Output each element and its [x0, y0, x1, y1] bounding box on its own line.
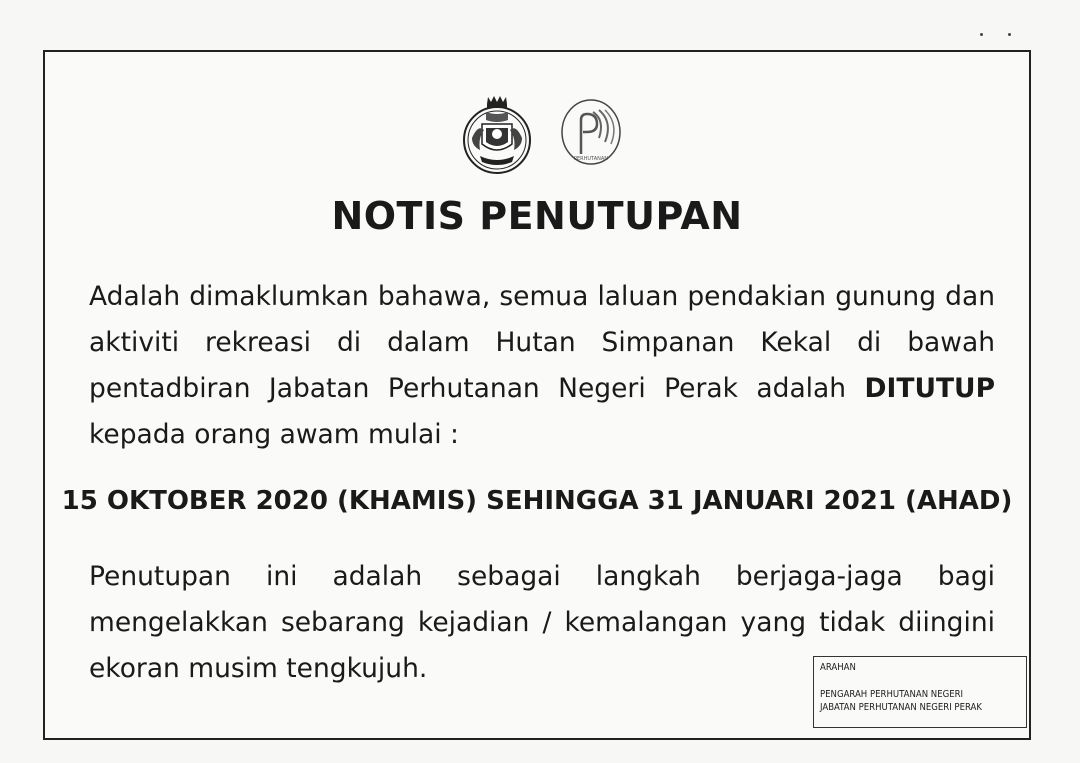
notice-title: NOTIS PENUTUPAN — [331, 194, 743, 238]
signature-line-2: JABATAN PERHUTANAN NEGERI PERAK — [820, 702, 982, 713]
paragraph-1-line-3-text: pentadbiran Jabatan Perhutanan Negeri Perak adalah — [89, 373, 865, 404]
paragraph-2-line-3: ekoran musim tengkujuh. — [89, 653, 428, 684]
paragraph-1-line-3 — [89, 366, 995, 412]
signature-line-1: PENGARAH PERHUTANAN NEGERI — [820, 689, 964, 700]
closure-period: 15 OKTOBER 2020 (KHAMIS) SEHINGGA 31 JANUARI 2021 (AHAD) — [61, 486, 1013, 516]
closed-emphasis: DITUTUP — [864, 373, 995, 404]
perhutanan-logo-icon — [559, 98, 623, 172]
scan-speck — [980, 33, 983, 36]
logo-row — [45, 94, 1029, 178]
paragraph-1-line-2: aktiviti rekreasi di dalam Hutan Simpanan Kekal di bawah — [89, 327, 995, 358]
paragraph-2-line-1: Penutupan ini adalah sebagai langkah berjaga-jaga bagi — [89, 561, 995, 592]
paragraph-1-line-4: kepada orang awam mulai : — [89, 419, 459, 450]
paragraph-1-line-1: Adalah dimaklumkan bahawa, semua laluan pendakian gunung dan — [89, 281, 995, 312]
perak-state-crest-icon — [458, 94, 536, 178]
notice-paragraph-1 — [89, 274, 995, 458]
signature-label: ARAHAN — [820, 662, 856, 673]
signature-box — [813, 656, 1027, 728]
forestry-logo-text: PERHUTANAN — [573, 156, 609, 162]
notice-frame — [43, 50, 1031, 740]
paragraph-2-line-2: mengelakkan sebarang kejadian / kemalangan yang tidak diingini — [89, 607, 995, 638]
scan-speck — [1008, 33, 1011, 36]
